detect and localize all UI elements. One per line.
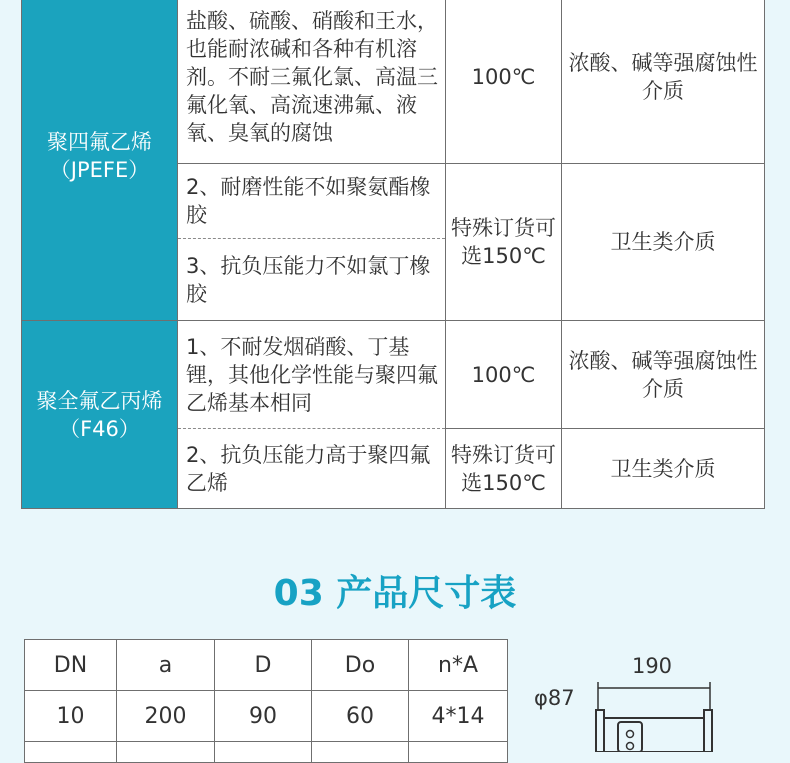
bolt-hole: [627, 743, 634, 750]
header-d: D: [215, 640, 312, 691]
left-flange: [596, 710, 604, 752]
cell-na: 4*14: [409, 691, 508, 742]
media-cell: 浓酸、碱等强腐蚀性介质: [562, 321, 765, 429]
cell-do: 60: [312, 691, 409, 742]
cell-dn: 10: [25, 691, 117, 742]
material-name: 聚全氟乙丙烯（F46）: [36, 388, 163, 441]
feature-cell: 1、不耐发烟硝酸、丁基锂，其他化学性能与聚四氟乙烯基本相同: [178, 321, 446, 429]
feature-cell: 盐酸、硫酸、硝酸和王水，也能耐浓碱和各种有机溶剂。不耐三氟化氯、高温三氟化氧、高流速沸氟、液氧、臭氧的腐蚀: [178, 0, 446, 164]
cell-d: 90: [215, 691, 312, 742]
diameter-label: φ87: [534, 686, 575, 710]
feature-cell: 2、抗负压能力高于聚四氟乙烯: [178, 429, 446, 509]
width-label: 190: [631, 654, 673, 678]
header-a: a: [117, 640, 215, 691]
table-row: [25, 691, 508, 742]
dimension-header-row: [25, 640, 508, 691]
material-cell-f46: [22, 321, 178, 509]
bolt-hole: [627, 731, 634, 738]
header-do: Do: [312, 640, 409, 691]
media-cell: 浓酸、碱等强腐蚀性介质: [562, 0, 765, 164]
dimension-table: [24, 639, 508, 763]
header-dn: DN: [25, 640, 117, 691]
material-cell-ptfe: [22, 0, 178, 321]
flowmeter-drawing: [520, 650, 790, 752]
cell-a: 200: [117, 691, 215, 742]
liner-material-table: [21, 0, 765, 509]
temperature-cell: 特殊订货可选150℃: [446, 429, 562, 509]
feature-cell: 2、耐磨性能不如聚氨酯橡胶: [178, 164, 446, 239]
temperature-cell: 特殊订货可选150℃: [446, 164, 562, 321]
feature-cell: 3、抗负压能力不如氯丁橡胶: [178, 239, 446, 321]
media-cell: 卫生类介质: [562, 429, 765, 509]
header-na: n*A: [409, 640, 508, 691]
section-title: 03 产品尺寸表: [273, 573, 517, 614]
media-cell: 卫生类介质: [562, 164, 765, 321]
temperature-cell: 100℃: [446, 0, 562, 164]
temperature-cell: 100℃: [446, 321, 562, 429]
table-row: [25, 742, 508, 763]
material-name: 聚四氟乙烯（JPEFE）: [47, 129, 152, 182]
right-flange: [704, 710, 712, 752]
